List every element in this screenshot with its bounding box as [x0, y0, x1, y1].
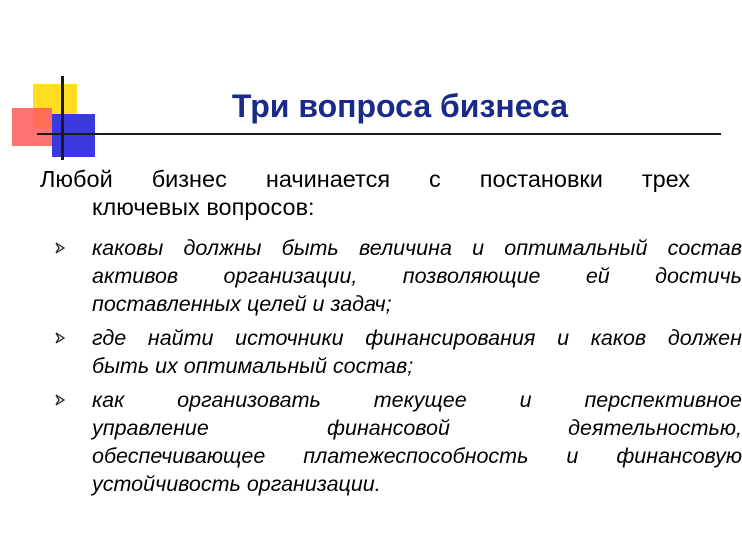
- word: финансовой: [327, 416, 450, 440]
- list-item-line: поставленных целей и задач;: [92, 292, 392, 316]
- arrowhead-bullet-icon: [53, 241, 67, 255]
- slide-title: Три вопроса бизнеса: [231, 88, 569, 124]
- list-item-line: быть их оптимальный состав;: [92, 354, 414, 378]
- list-item-line: [92, 234, 742, 262]
- word: и: [557, 326, 570, 350]
- word: и: [566, 444, 579, 468]
- word: финансовую: [616, 444, 742, 468]
- word: величина: [358, 236, 452, 260]
- intro-word: Любой: [40, 166, 113, 192]
- list-item: [40, 386, 742, 498]
- intro-word: начинается: [265, 166, 391, 192]
- arrowhead-bullet-icon: [53, 331, 67, 345]
- word: ей: [585, 264, 610, 288]
- word: быть: [281, 236, 339, 260]
- word: финансирования: [365, 326, 536, 350]
- word: организовать: [177, 388, 321, 412]
- word: оптимальный: [504, 236, 648, 260]
- list-item-line: [92, 262, 742, 290]
- word: и: [519, 388, 532, 412]
- list-item: [40, 234, 742, 318]
- word: активов: [92, 264, 179, 288]
- word: каков: [590, 326, 647, 350]
- intro-word: бизнес: [151, 166, 227, 192]
- word: как: [92, 388, 125, 412]
- word: где: [92, 326, 127, 350]
- list-item: [40, 324, 742, 380]
- word: источники: [235, 326, 344, 350]
- word: достичь: [655, 264, 742, 288]
- intro-word: трех: [641, 166, 690, 192]
- word: каковы: [92, 236, 164, 260]
- word: организации,: [223, 264, 358, 288]
- word: текущее: [373, 388, 467, 412]
- arrowhead-bullet-icon: [53, 393, 67, 407]
- word: и: [472, 236, 485, 260]
- word: должен: [667, 326, 742, 350]
- word: обеспечивающее: [92, 444, 266, 468]
- blue-square-decoration: [52, 114, 95, 157]
- intro-word: с: [429, 166, 441, 192]
- list-item-line: [92, 414, 742, 442]
- list-item-line: устойчивость организации.: [92, 472, 381, 496]
- list-item-line: [92, 442, 742, 470]
- intro-line-1: [40, 165, 690, 193]
- horizontal-rule: [37, 133, 721, 135]
- vertical-rule: [61, 76, 64, 160]
- word: должны: [183, 236, 262, 260]
- word: найти: [147, 326, 214, 350]
- intro-paragraph: [40, 165, 690, 221]
- word: позволяющие: [402, 264, 541, 288]
- list-item-line: [92, 324, 742, 352]
- word: платежеспособность: [303, 444, 529, 468]
- word: состав: [667, 236, 742, 260]
- red-square-decoration: [12, 108, 52, 146]
- intro-line-2: ключевых вопросов:: [92, 194, 315, 220]
- list-item-line: [92, 386, 742, 414]
- word: управление: [92, 416, 209, 440]
- word: деятельностью,: [568, 416, 742, 440]
- intro-word: постановки: [479, 166, 603, 192]
- word: перспективное: [584, 388, 742, 412]
